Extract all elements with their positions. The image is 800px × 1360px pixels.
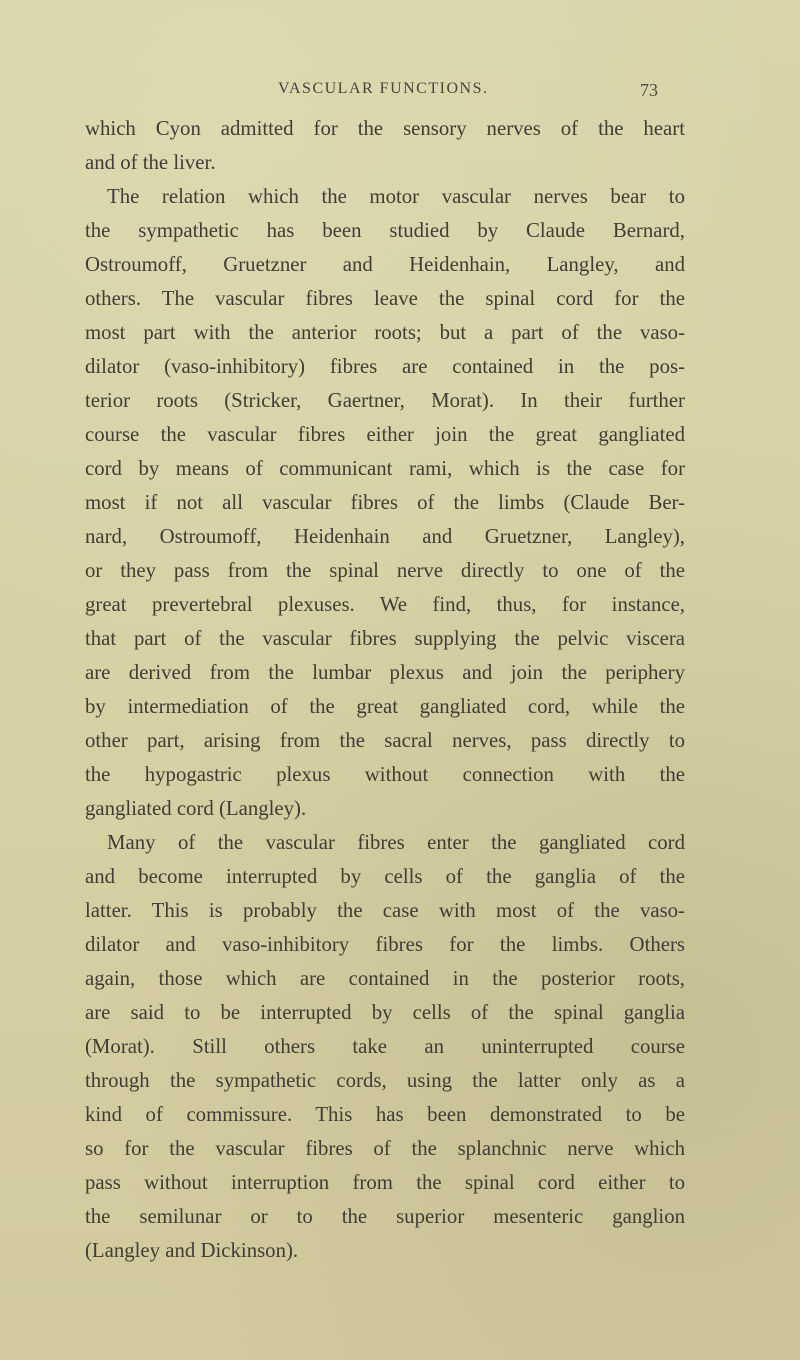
text-line-9: terior roots (Stricker, Gaertner, Morat). In their further bbox=[85, 389, 685, 412]
running-title: VASCULAR FUNCTIONS. bbox=[278, 80, 489, 97]
text-line-1: which Cyon admitted for the sensory nerves of the heart bbox=[85, 117, 685, 140]
text-line-13: nard, Ostroumoff, Heidenhain and Gruetzner, Langley), bbox=[85, 525, 685, 548]
page-number: 73 bbox=[640, 80, 658, 100]
text-line-29: through the sympathetic cords, using the latter only as a bbox=[85, 1069, 685, 1092]
text-line-32: pass without interruption from the spinal cord either to bbox=[85, 1171, 685, 1194]
text-line-23: and become interrupted by cells of the ganglia of the bbox=[85, 865, 685, 888]
text-line-34: (Langley and Dickinson). bbox=[85, 1239, 299, 1262]
text-line-26: again, those which are contained in the posterior roots, bbox=[85, 967, 685, 990]
text-line-27: are said to be interrupted by cells of the spinal ganglia bbox=[85, 1001, 685, 1024]
text-line-33: the semilunar or to the superior mesenteric ganglion bbox=[85, 1205, 685, 1228]
text-line-2: and of the liver. bbox=[85, 151, 216, 174]
running-head bbox=[0, 80, 800, 110]
text-line-3: The relation which the motor vascular nerves bear to bbox=[107, 185, 685, 208]
text-line-24: latter. This is probably the case with most of the vaso- bbox=[85, 899, 685, 922]
text-line-8: dilator (vaso-inhibitory) fibres are contained in the pos- bbox=[85, 355, 685, 378]
text-line-15: great prevertebral plexuses. We find, thus, for instance, bbox=[85, 593, 685, 616]
text-line-4: the sympathetic has been studied by Claude Bernard, bbox=[85, 219, 685, 242]
text-line-6: others. The vascular fibres leave the spinal cord for the bbox=[85, 287, 685, 310]
text-line-18: by intermediation of the great gangliated cord, while the bbox=[85, 695, 685, 718]
text-line-12: most if not all vascular fibres of the limbs (Claude Ber- bbox=[85, 491, 685, 514]
text-line-20: the hypogastric plexus without connection with the bbox=[85, 763, 685, 786]
text-line-7: most part with the anterior roots; but a part of the vaso- bbox=[85, 321, 685, 344]
text-line-17: are derived from the lumbar plexus and join the periphery bbox=[85, 661, 685, 684]
text-line-28: (Morat). Still others take an uninterrupted course bbox=[85, 1035, 685, 1058]
text-line-16: that part of the vascular fibres supplying the pelvic viscera bbox=[85, 627, 685, 650]
text-line-11: cord by means of communicant rami, which is the case for bbox=[85, 457, 685, 480]
text-line-25: dilator and vaso-inhibitory fibres for the limbs. Others bbox=[85, 933, 685, 956]
text-line-21: gangliated cord (Langley). bbox=[85, 797, 307, 820]
text-line-31: so for the vascular fibres of the splanchnic nerve which bbox=[85, 1137, 685, 1160]
body-text bbox=[85, 112, 685, 1268]
text-line-30: kind of commissure. This has been demonstrated to be bbox=[85, 1103, 685, 1126]
text-line-14: or they pass from the spinal nerve directly to one of the bbox=[85, 559, 685, 582]
text-line-10: course the vascular fibres either join the great gangliated bbox=[85, 423, 685, 446]
text-line-19: other part, arising from the sacral nerves, pass directly to bbox=[85, 729, 685, 752]
text-line-22: Many of the vascular fibres enter the gangliated cord bbox=[107, 831, 685, 854]
text-line-5: Ostroumoff, Gruetzner and Heidenhain, Langley, and bbox=[85, 253, 685, 276]
